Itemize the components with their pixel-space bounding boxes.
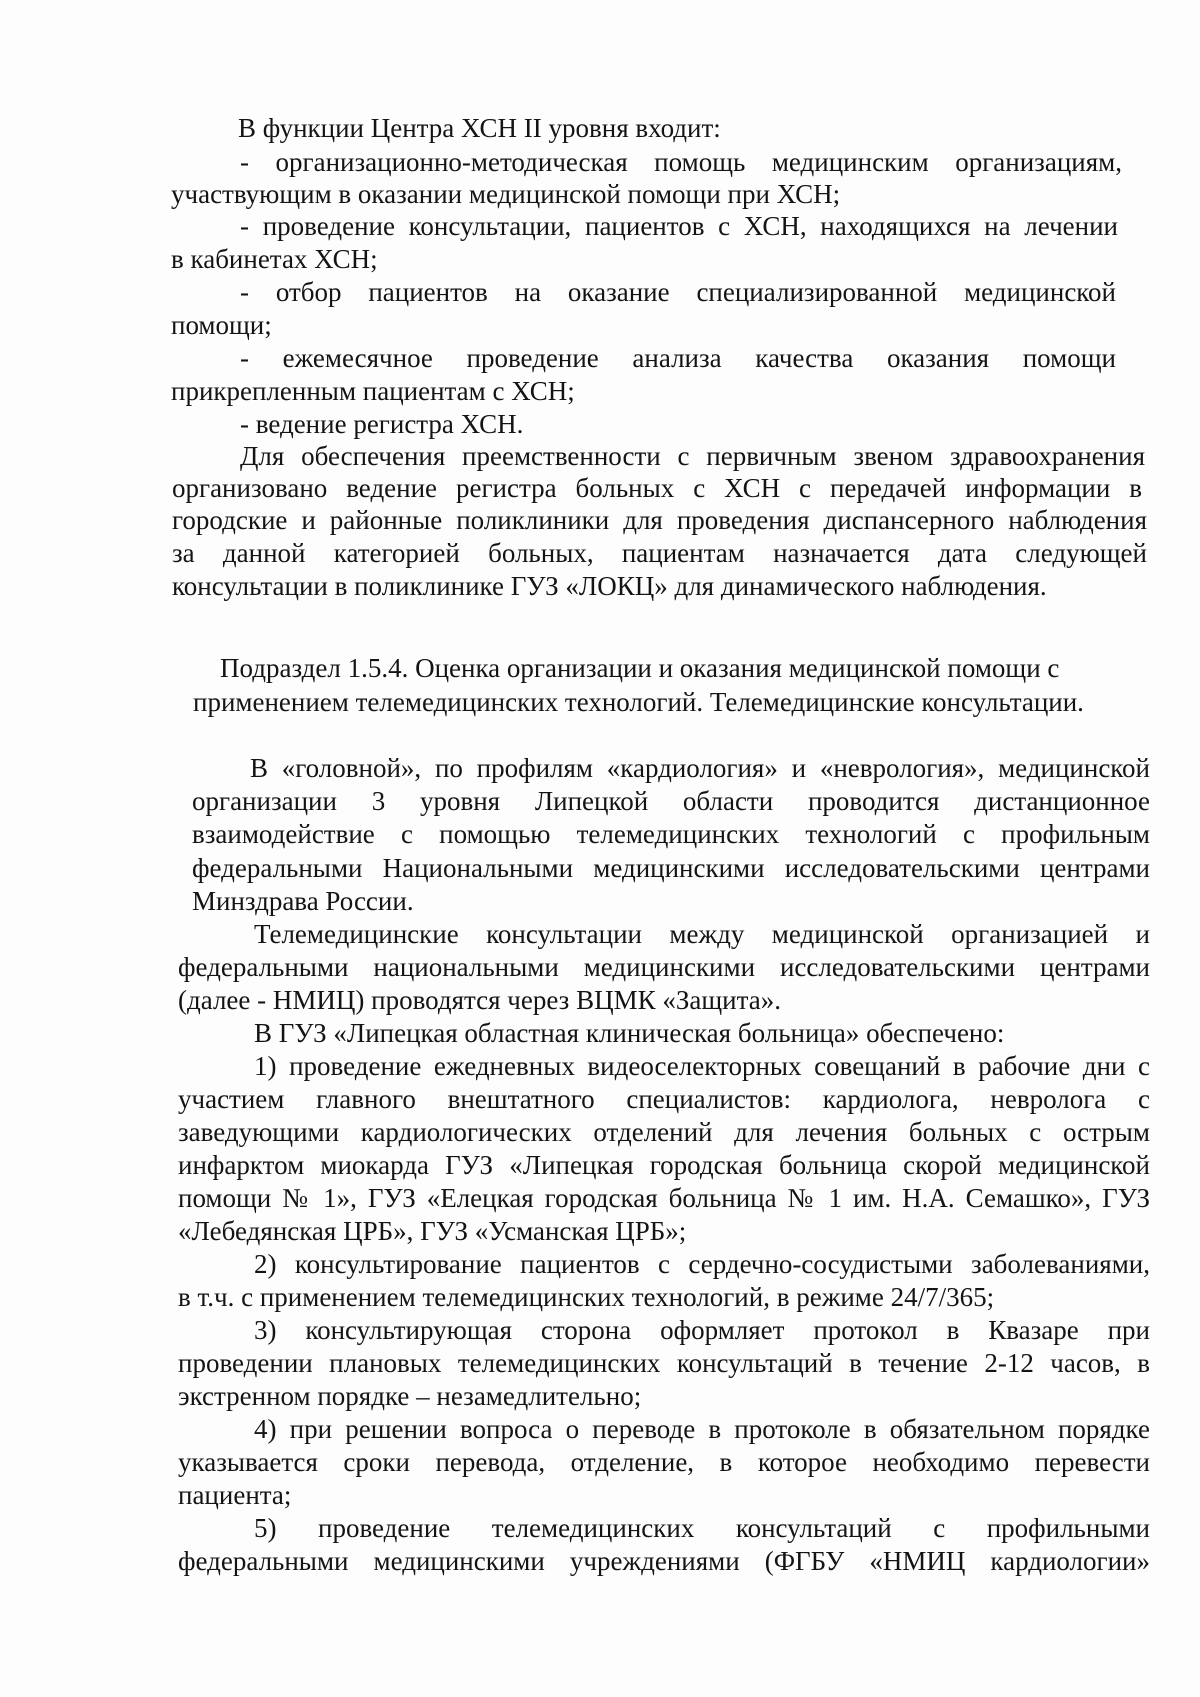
subsection-title: Подраздел 1.5.4. Оценка организации и оказания медицинской помощи с [220, 653, 1060, 683]
paragraph-line: (далее - НМИЦ) проводятся через ВЦМК «Защита». [178, 985, 781, 1015]
list-item: 4) при решении вопроса о переводе в протоколе в обязательном порядке [254, 1414, 1150, 1444]
section-intro: В функции Центра ХСН II уровня входит: [238, 113, 721, 143]
list-item-continuation: заведующими кардиологических отделений для лечения больных с острым [178, 1117, 1150, 1147]
paragraph-line: городские и районные поликлиники для проведения диспансерного наблюдения [172, 505, 1147, 535]
list-item-continuation: проведении плановых телемедицинских консультаций в течение 2-12 часов, в [178, 1348, 1150, 1378]
list-item-continuation: экстренном порядке – незамедлительно; [178, 1381, 642, 1411]
list-item-continuation: участвующим в оказании медицинской помощи при ХСН; [171, 179, 841, 209]
list-item-continuation: инфарктом миокарда ГУЗ «Липецкая городская больница скорой медицинской [178, 1150, 1150, 1180]
list-item-continuation: помощи № 1», ГУЗ «Елецкая городская больница № 1 им. Н.А. Семашко», ГУЗ [178, 1183, 1150, 1213]
list-item-continuation: указывается сроки перевода, отделение, в которое необходимо перевести [178, 1447, 1150, 1477]
list-item: 5) проведение телемедицинских консультаций с профильными [254, 1513, 1150, 1543]
list-item-continuation: федеральными медицинскими учреждениями (ФГБУ «НМИЦ кардиологии» [178, 1546, 1150, 1576]
list-item-continuation: в кабинетах ХСН; [171, 244, 378, 274]
list-item-continuation: «Лебедянская ЦРБ», ГУЗ «Усманская ЦРБ»; [178, 1216, 687, 1246]
list-item-continuation: помощи; [171, 310, 272, 340]
paragraph-line: федеральными национальными медицинскими исследовательскими центрами [178, 952, 1150, 982]
subsection-title: применением телемедицинских технологий. Телемедицинские консультации. [193, 687, 1084, 717]
list-item: 1) проведение ежедневных видеоселекторных совещаний в рабочие дни с [254, 1051, 1150, 1081]
paragraph-line: за данной категорией больных, пациентам назначается дата следующей [172, 538, 1147, 568]
paragraph-line: В ГУЗ «Липецкая областная клиническая больница» обеспечено: [254, 1018, 1005, 1048]
paragraph-line: Минздрава России. [192, 886, 414, 916]
list-item: - ежемесячное проведение анализа качества оказания помощи [240, 343, 1116, 373]
list-item-continuation: прикрепленным пациентам с ХСН; [171, 376, 575, 406]
paragraph-line: Для обеспечения преемственности с первичным звеном здравоохранения [240, 441, 1145, 471]
list-item: - отбор пациентов на оказание специализированной медицинской [240, 277, 1116, 307]
list-item: - проведение консультации, пациентов с ХСН, находящихся на лечении [240, 211, 1118, 241]
list-item: - ведение регистра ХСН. [240, 409, 524, 439]
list-item-continuation: в т.ч. с применением телемедицинских технологий, в режиме 24/7/365; [178, 1282, 995, 1312]
paragraph-line: взаимодействие с помощью телемедицинских технологий с профильным [192, 819, 1150, 849]
paragraph-line: организовано ведение регистра больных с ХСН с передачей информации в [172, 473, 1142, 503]
list-item: 2) консультирование пациентов с сердечно-сосудистыми заболеваниями, [254, 1249, 1150, 1279]
list-item-continuation: пациента; [178, 1480, 292, 1510]
list-item-continuation: участием главного внештатного специалистов: кардиолога, невролога с [178, 1084, 1150, 1114]
list-item: - организационно-методическая помощь медицинским организациям, [240, 147, 1122, 177]
paragraph-line: В «головной», по профилям «кардиология» и «неврология», медицинской [250, 753, 1150, 783]
paragraph-line: федеральными Национальными медицинскими исследовательскими центрами [192, 853, 1150, 883]
list-item: 3) консультирующая сторона оформляет протокол в Квазаре при [254, 1315, 1150, 1345]
paragraph-line: организации 3 уровня Липецкой области проводится дистанционное [192, 786, 1150, 816]
paragraph-line: Телемедицинские консультации между медицинской организацией и [254, 919, 1150, 949]
paragraph-line: консультации в поликлинике ГУЗ «ЛОКЦ» для динамического наблюдения. [172, 571, 1047, 601]
